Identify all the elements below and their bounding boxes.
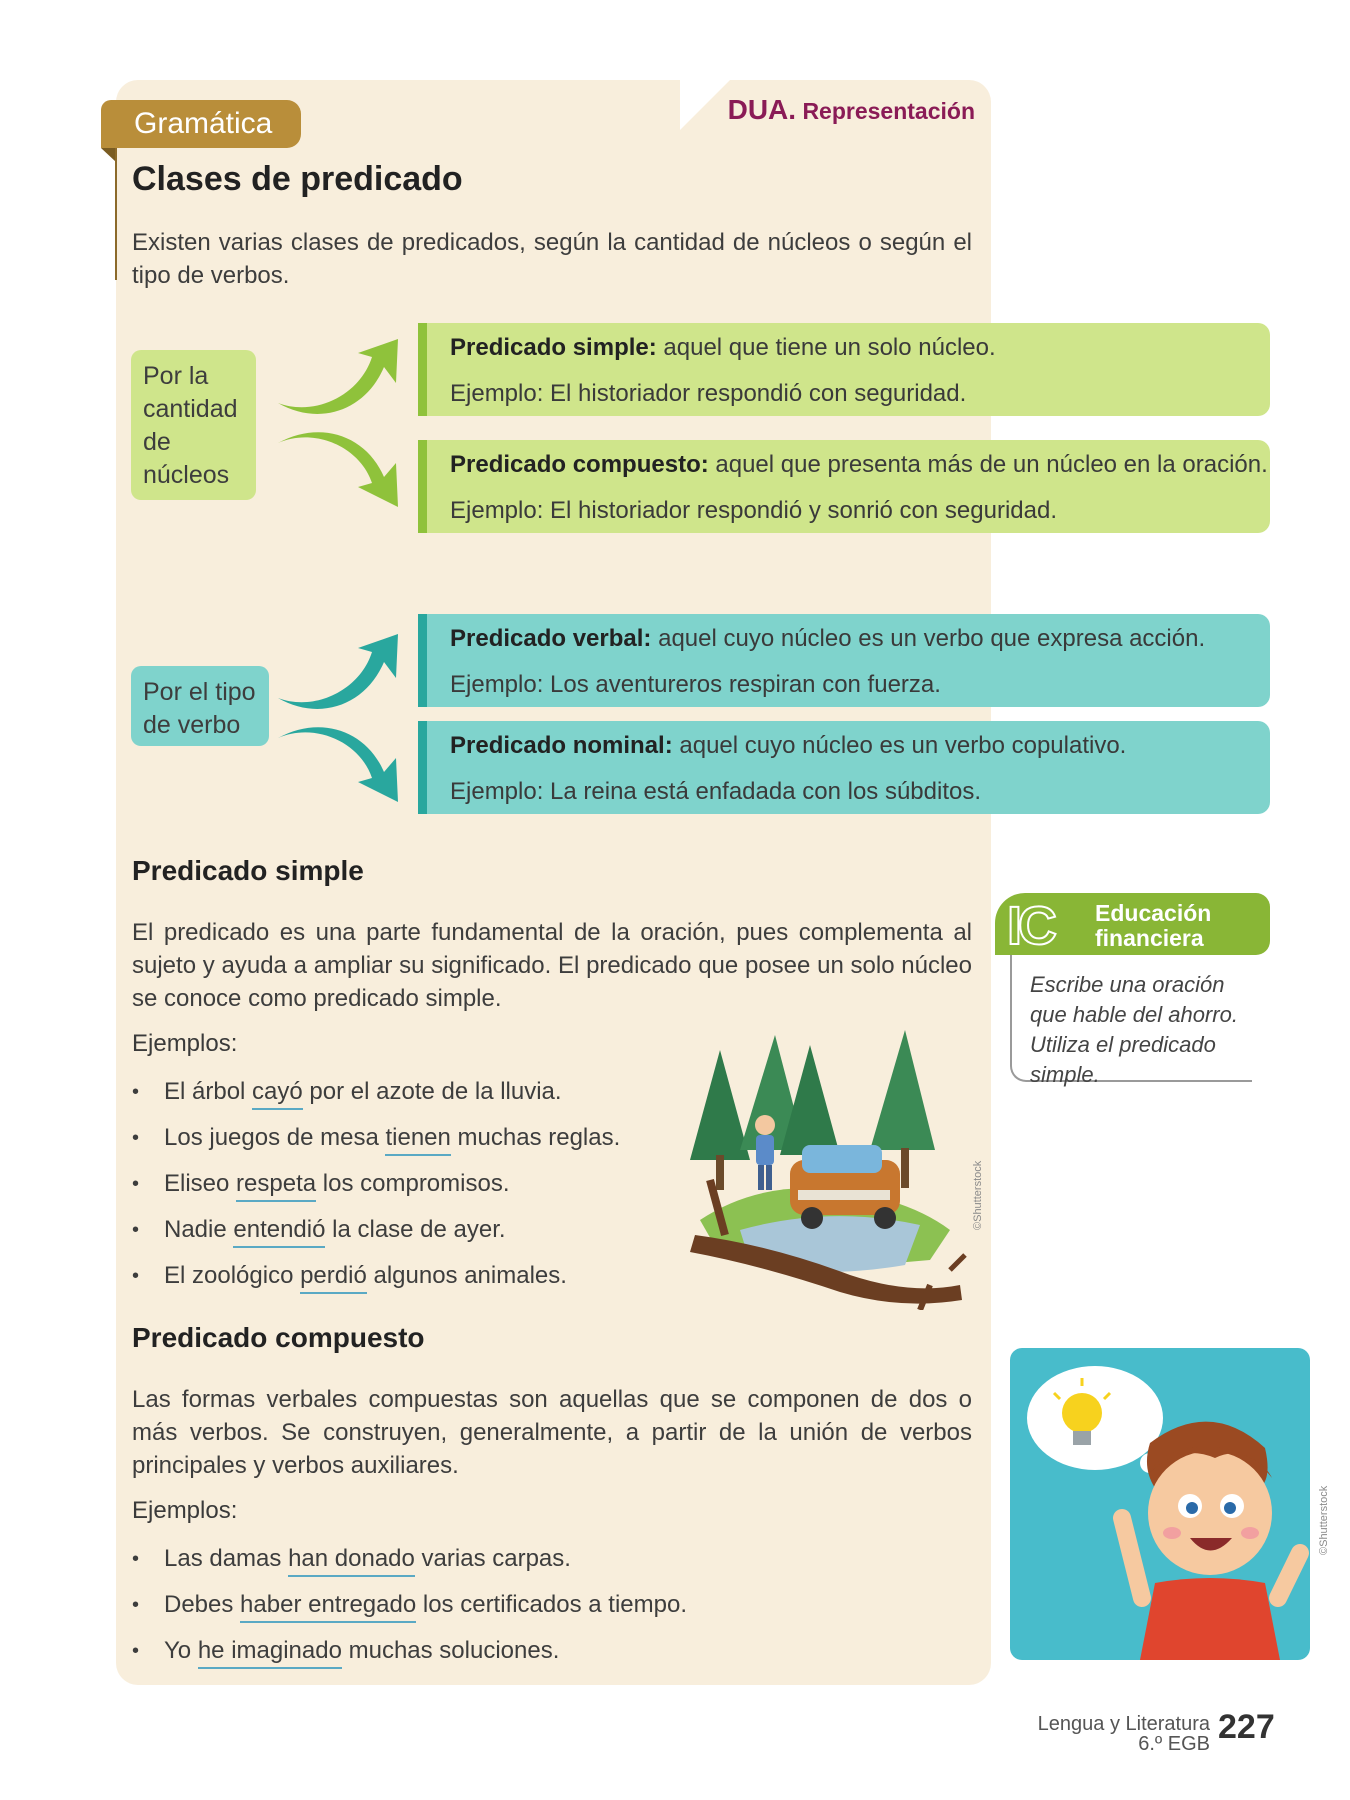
def-predicado-verbal <box>418 614 1270 707</box>
edu-financiera-prompt: Escribe una oración que hable del ahorro. Utiliza el predicado simple. <box>1030 972 1238 1087</box>
ic-badge-icon: IC <box>1007 896 1053 956</box>
group-label-nucleos: Por la cantidad de núcleos <box>131 350 256 500</box>
def-predicado-simple <box>418 323 1270 416</box>
arrow-down-icon <box>278 727 398 802</box>
dua-label <box>728 94 975 126</box>
heading-predicado-simple: Predicado simple <box>132 855 364 886</box>
list-item: • Debes haber entregado los certificados a tiempo. <box>132 1590 687 1636</box>
def-predicado-nominal <box>418 721 1270 814</box>
example: Ejemplo: El historiador respondió y sonrió con seguridad. <box>450 497 1057 524</box>
light-bulb-icon <box>1062 1393 1102 1433</box>
example: Ejemplo: La reina está enfadada con los súbditos. <box>450 778 982 805</box>
list-item: • Las damas han donado varias carpas. <box>132 1544 687 1590</box>
section-tag: Gramática <box>101 100 301 148</box>
arrow-up-icon <box>278 634 398 709</box>
example: Ejemplo: El historiador respondió con seguridad. <box>450 380 967 407</box>
group-label-tipo-verbo: Por el tipo de verbo <box>131 666 269 746</box>
list-item: • Yo he imaginado muchas soluciones. <box>132 1636 687 1682</box>
list-item: • El árbol cayó por el azote de la lluvia. <box>132 1077 620 1123</box>
definition: aquel que tiene un solo núcleo. <box>656 334 996 361</box>
list-item: • Eliseo respeta los compromisos. <box>132 1169 620 1215</box>
page-title: Clases de predicado <box>132 160 463 198</box>
heading-predicado-compuesto: Predicado compuesto <box>132 1322 425 1353</box>
term: Predicado compuesto: <box>450 451 709 478</box>
edu-financiera-header <box>995 893 1270 955</box>
boy-idea-illustration <box>1010 1348 1310 1660</box>
arrow-up-icon <box>278 339 398 414</box>
compound-paragraph: Las formas verbales compuestas son aquellas que se componen de dos o más verbos. Se construyen, generalmente, a partir de la unión de verbos principales y verbos auxiliares. <box>132 1386 972 1479</box>
arrow-down-icon <box>278 432 398 507</box>
fallen-tree-illustration <box>680 1030 970 1310</box>
definition: aquel que presenta más de un núcleo en la oración. <box>708 451 1268 478</box>
list-item: • El zoológico perdió algunos animales. <box>132 1261 620 1307</box>
dua-text: Representación <box>802 98 975 124</box>
simple-examples-list <box>132 1077 620 1307</box>
footer-book: Lengua y Literatura 6.º EGB <box>1037 1713 1210 1755</box>
compound-examples-label: Ejemplos: <box>132 1497 238 1524</box>
edu-financiera-title: Educación financiera <box>1095 900 1212 951</box>
panel-corner-notch <box>680 80 730 130</box>
section-tag-fold <box>101 148 116 162</box>
simple-examples-label: Ejemplos: <box>132 1030 238 1057</box>
page-number: 227 <box>1218 1708 1275 1746</box>
image-credit: ©Shutterstock <box>1318 1485 1330 1555</box>
list-item: • Los juegos de mesa tienen muchas reglas. <box>132 1123 620 1169</box>
dua-prefix: DUA. <box>727 94 797 125</box>
def-predicado-compuesto <box>418 440 1270 533</box>
definition: aquel cuyo núcleo es un verbo que expresa acción. <box>651 625 1206 652</box>
simple-paragraph: El predicado es una parte fundamental de la oración, pues complementa al sujeto y ayuda a ampliar su significado. El predicado que posee un solo núcleo se conoce como predicado simple. <box>132 919 972 1012</box>
term: Predicado simple: <box>450 334 657 361</box>
arrows-group-nucleos <box>270 335 405 515</box>
example: Ejemplo: Los aventureros respiran con fuerza. <box>450 671 941 698</box>
image-credit: ©Shutterstock <box>972 1160 984 1230</box>
compound-examples-list <box>132 1544 687 1682</box>
arrows-group-verbo <box>270 630 405 810</box>
term: Predicado nominal: <box>450 732 673 759</box>
list-item: • Nadie entendió la clase de ayer. <box>132 1215 620 1261</box>
intro-paragraph: Existen varias clases de predicados, según la cantidad de núcleos o según el tipo de verbos. <box>132 229 972 289</box>
section-rule <box>115 148 117 280</box>
definition: aquel cuyo núcleo es un verbo copulativo. <box>672 732 1127 759</box>
term: Predicado verbal: <box>450 625 652 652</box>
